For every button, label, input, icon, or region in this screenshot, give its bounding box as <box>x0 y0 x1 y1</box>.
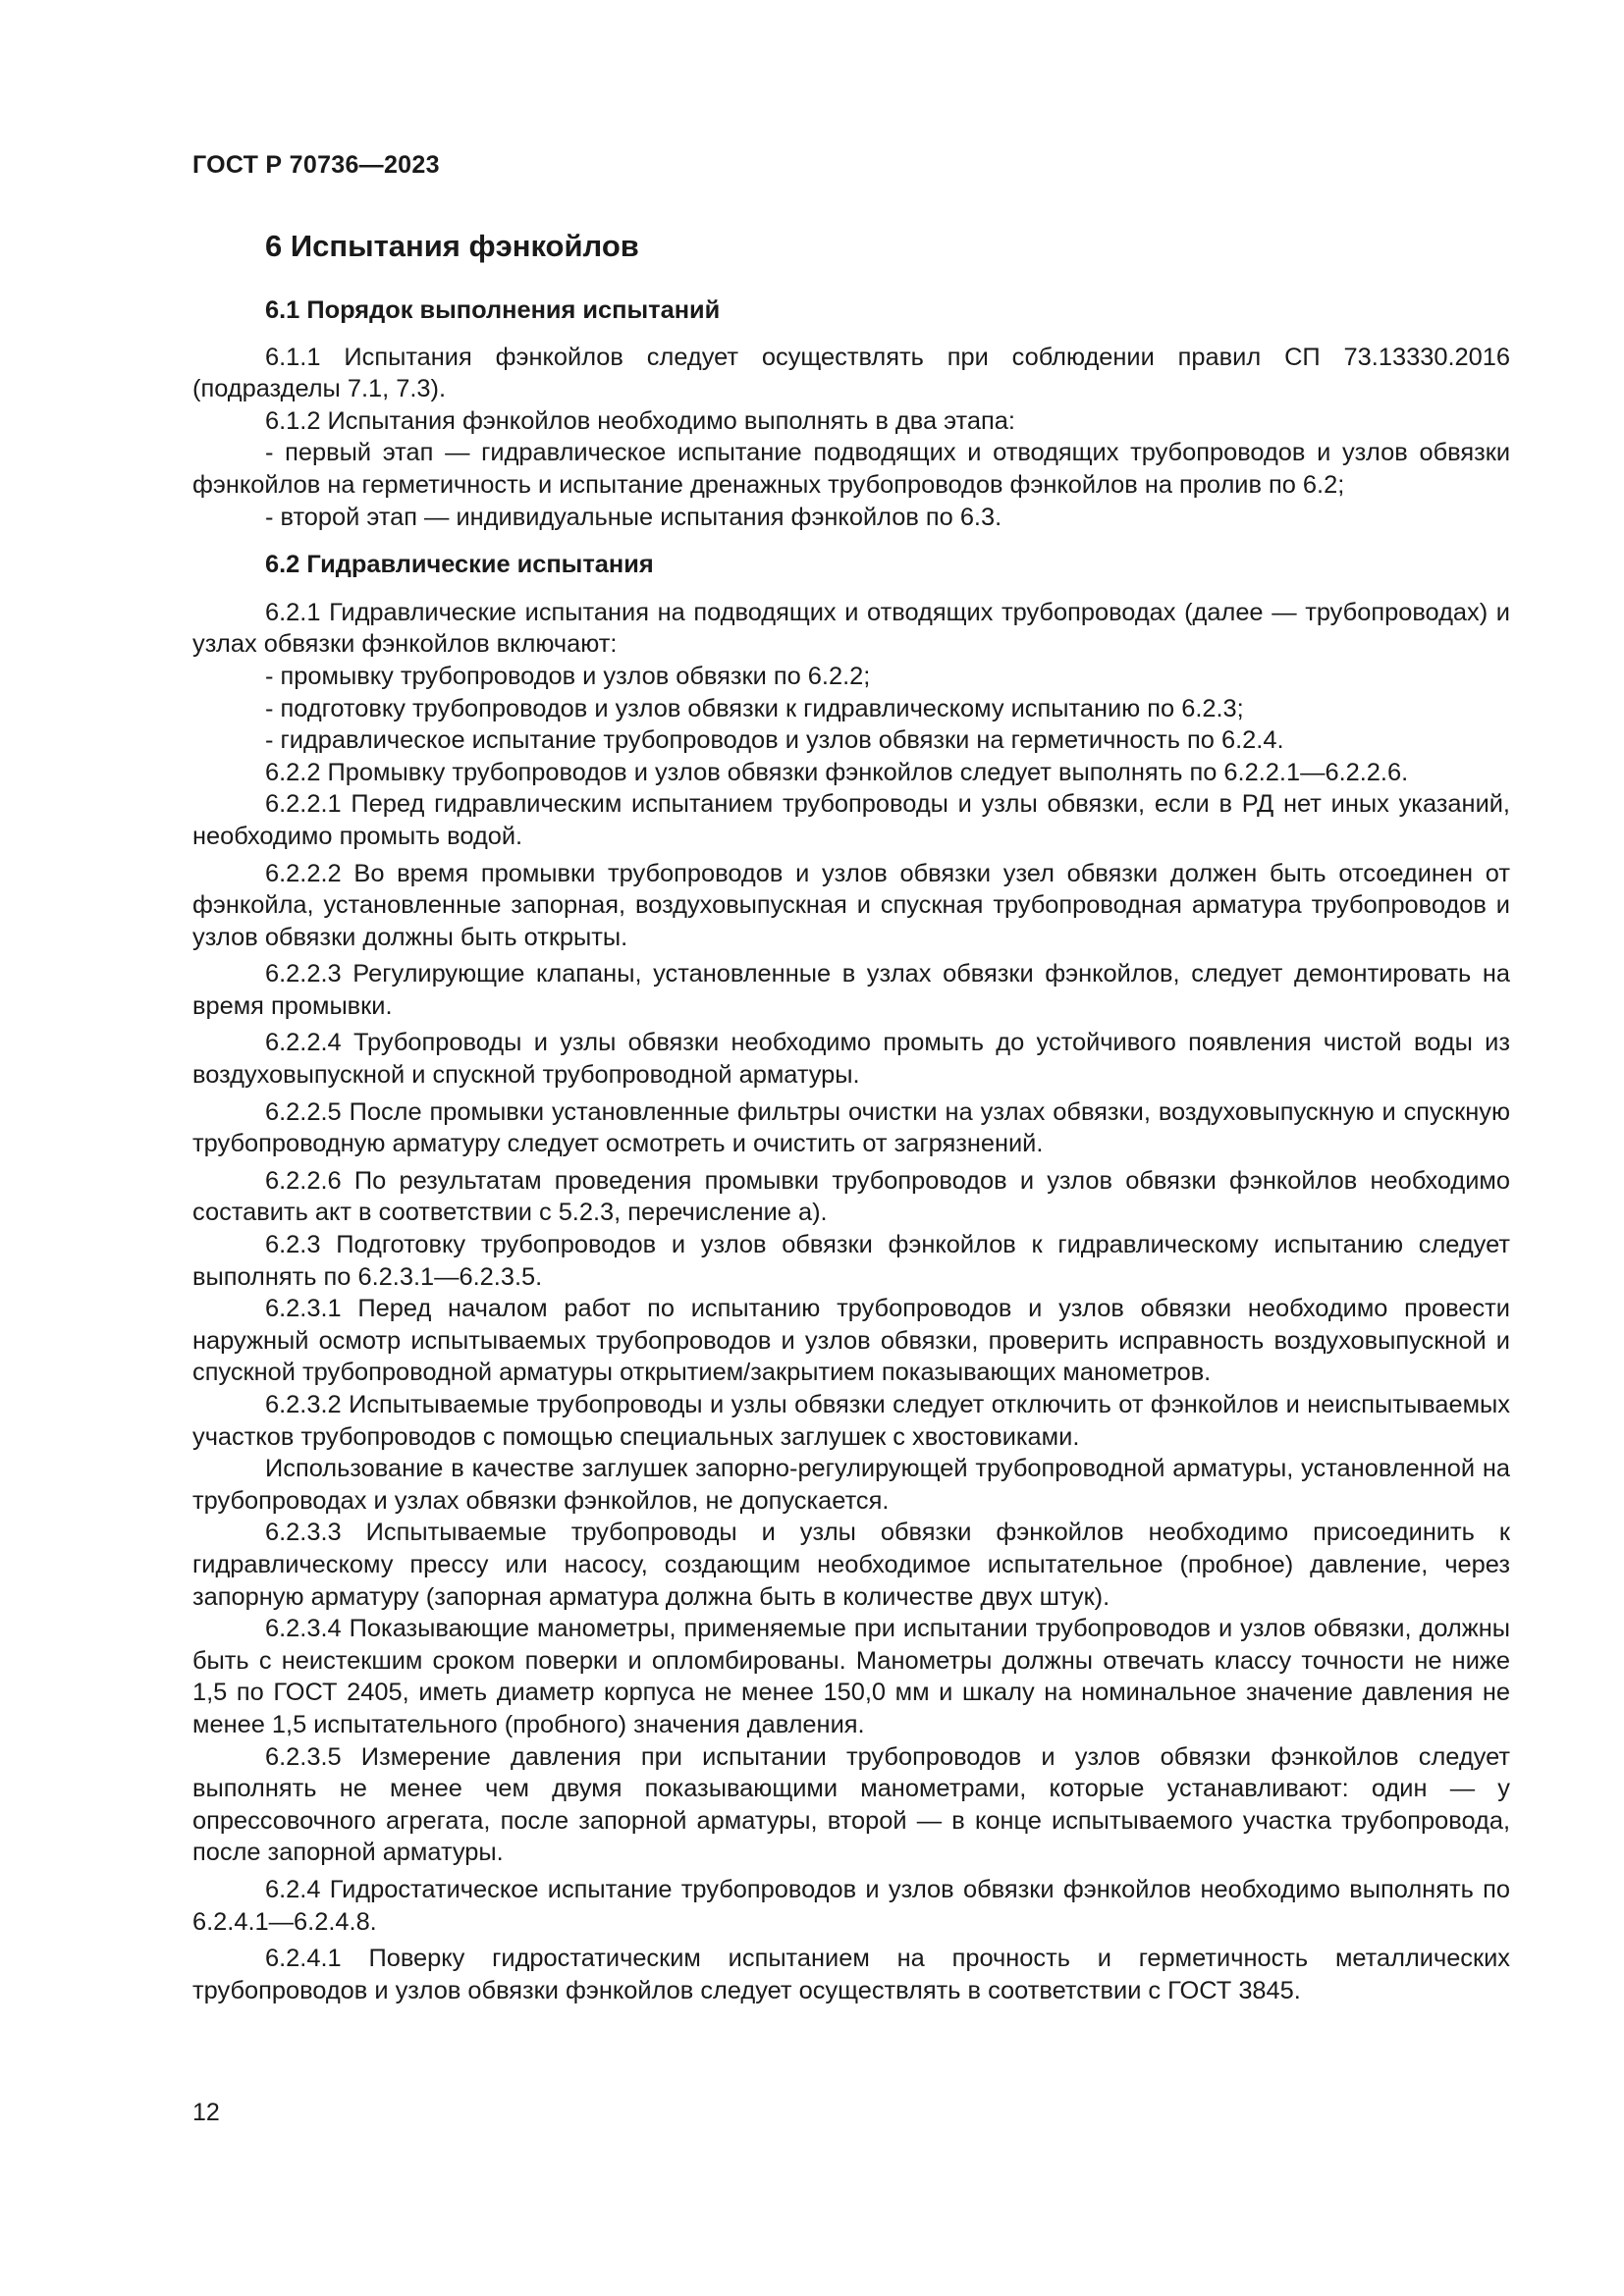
document-body <box>192 294 1510 2006</box>
paragraph-6-2-4-1: 6.2.4.1 Поверку гидростатическим испытанием на прочность и герметичность металлических трубопроводов и узлов обвязки фэнкойлов следует осуществлять в соответствии с ГОСТ 3845. <box>192 1945 1510 2004</box>
paragraph-6-1-1: 6.1.1 Испытания фэнкойлов следует осуществлять при соблюдении правил СП 73.13330.2016 (подразделы 7.1, 7.3). <box>192 343 1510 403</box>
list-item: - промывку трубопроводов и узлов обвязки по 6.2.2; <box>265 662 871 690</box>
subsection-heading-6-2: 6.2 Гидравлические испытания <box>265 551 654 579</box>
subsection-heading-6-1: 6.1 Порядок выполнения испытаний <box>265 296 721 324</box>
paragraph-6-2-3: 6.2.3 Подготовку трубопроводов и узлов обвязки фэнкойлов к гидравлическому испытанию следует выполнять по 6.2.3.1—6.2.3.5. <box>192 1231 1510 1291</box>
paragraph-6-2-3-4: 6.2.3.4 Показывающие манометры, применяемые при испытании трубопроводов и узлов обвязки, должны быть с неистекшим сроком поверки и опломбированы. Манометры должны отвечать классу точности не ниже 1,5 по ГОСТ 2405, иметь диаметр корпуса не менее 150,0 мм и шкалу на номинальное значение давления не менее 1,5 испытательного (пробного) значения давления. <box>192 1615 1510 1738</box>
paragraph-6-2-2-2: 6.2.2.2 Во время промывки трубопроводов и узлов обвязки узел обвязки должен быть отсоединен от фэнкойла, установленные запорная, воздуховыпускная и спускная трубопроводная арматура трубопроводов и узлов обвязки должны быть открыты. <box>192 859 1510 951</box>
page-number: 12 <box>192 2099 220 2126</box>
paragraph-6-2-3-5: 6.2.3.5 Измерение давления при испытании трубопроводов и узлов обвязки фэнкойлов следует выполнять не менее чем двумя показывающими манометрами, которые устанавливают: один — у опрессовочного агрегата, после запорной арматуры, второй — в конце испытываемого участка трубопровода, после запорной арматуры. <box>192 1742 1510 1867</box>
list-item: - первый этап — гидравлическое испытание подводящих и отводящих трубопроводов и узлов обвязки фэнкойлов на герметичность и испытание дренажных трубопроводов фэнкойлов на пролив по 6.2; <box>192 439 1510 499</box>
paragraph-6-2-3-2-note: Использование в качестве заглушек запорно-регулирующей трубопроводной арматуры, установленной на трубопроводах и узлах обвязки фэнкойлов, не допускается. <box>192 1455 1510 1515</box>
section-title: 6 Испытания фэнкойлов <box>265 229 639 263</box>
paragraph-6-2-2-6: 6.2.2.6 По результатам проведения промывки трубопроводов и узлов обвязки фэнкойлов необходимо составить акт в соответствии с 5.2.3, перечисление а). <box>192 1166 1510 1227</box>
list-item: - второй этап — индивидуальные испытания фэнкойлов по 6.3. <box>265 503 1002 531</box>
paragraph-6-2-2: 6.2.2 Промывку трубопроводов и узлов обвязки фэнкойлов следует выполнять по 6.2.2.1—6.2.2.6. <box>265 758 1409 786</box>
paragraph-6-2-2-3: 6.2.2.3 Регулирующие клапаны, установленные в узлах обвязки фэнкойлов, следует демонтировать на время промывки. <box>192 960 1510 1020</box>
list-item: - подготовку трубопроводов и узлов обвязки к гидравлическому испытанию по 6.2.3; <box>265 694 1244 722</box>
paragraph-6-2-4: 6.2.4 Гидростатическое испытание трубопроводов и узлов обвязки фэнкойлов необходимо выполнять по 6.2.4.1—6.2.4.8. <box>192 1875 1510 1936</box>
paragraph-6-2-2-4: 6.2.2.4 Трубопроводы и узлы обвязки необходимо промыть до устойчивого появления чистой воды из воздуховыпускной и спускной трубопроводной арматуры. <box>192 1029 1510 1090</box>
list-item: - гидравлическое испытание трубопроводов и узлов обвязки на герметичность по 6.2.4. <box>265 726 1284 755</box>
paragraph-6-2-3-3: 6.2.3.3 Испытываемые трубопроводы и узлы обвязки фэнкойлов необходимо присоединить к гидравлическому прессу или насосу, создающим необходимое испытательное (пробное) давление, через запорную арматуру (запорная арматура должна быть в количестве двух штук). <box>192 1519 1510 1611</box>
paragraph-6-1-2: 6.1.2 Испытания фэнкойлов необходимо выполнять в два этапа: <box>265 406 1015 435</box>
document-header: ГОСТ Р 70736—2023 <box>192 151 440 179</box>
paragraph-6-2-2-5: 6.2.2.5 После промывки установленные фильтры очистки на узлах обвязки, воздуховыпускную и спускную трубопроводную арматуру следует осмотреть и очистить от загрязнений. <box>192 1097 1510 1158</box>
paragraph-6-2-3-1: 6.2.3.1 Перед началом работ по испытанию трубопроводов и узлов обвязки необходимо провести наружный осмотр испытываемых трубопроводов и узлов обвязки, проверить исправность воздуховыпускной и спускной трубопроводной арматуры открытием/закрытием показывающих манометров. <box>192 1295 1510 1387</box>
paragraph-6-2-3-2: 6.2.3.2 Испытываемые трубопроводы и узлы обвязки следует отключить от фэнкойлов и неиспытываемых участков трубопроводов с помощью специальных заглушек с хвостовиками. <box>192 1391 1510 1451</box>
paragraph-6-2-2-1: 6.2.2.1 Перед гидравлическим испытанием трубопроводы и узлы обвязки, если в РД нет иных указаний, необходимо промыть водой. <box>192 790 1510 850</box>
paragraph-6-2-1: 6.2.1 Гидравлические испытания на подводящих и отводящих трубопроводах (далее — трубопроводах) и узлах обвязки фэнкойлов включают: <box>192 598 1510 659</box>
